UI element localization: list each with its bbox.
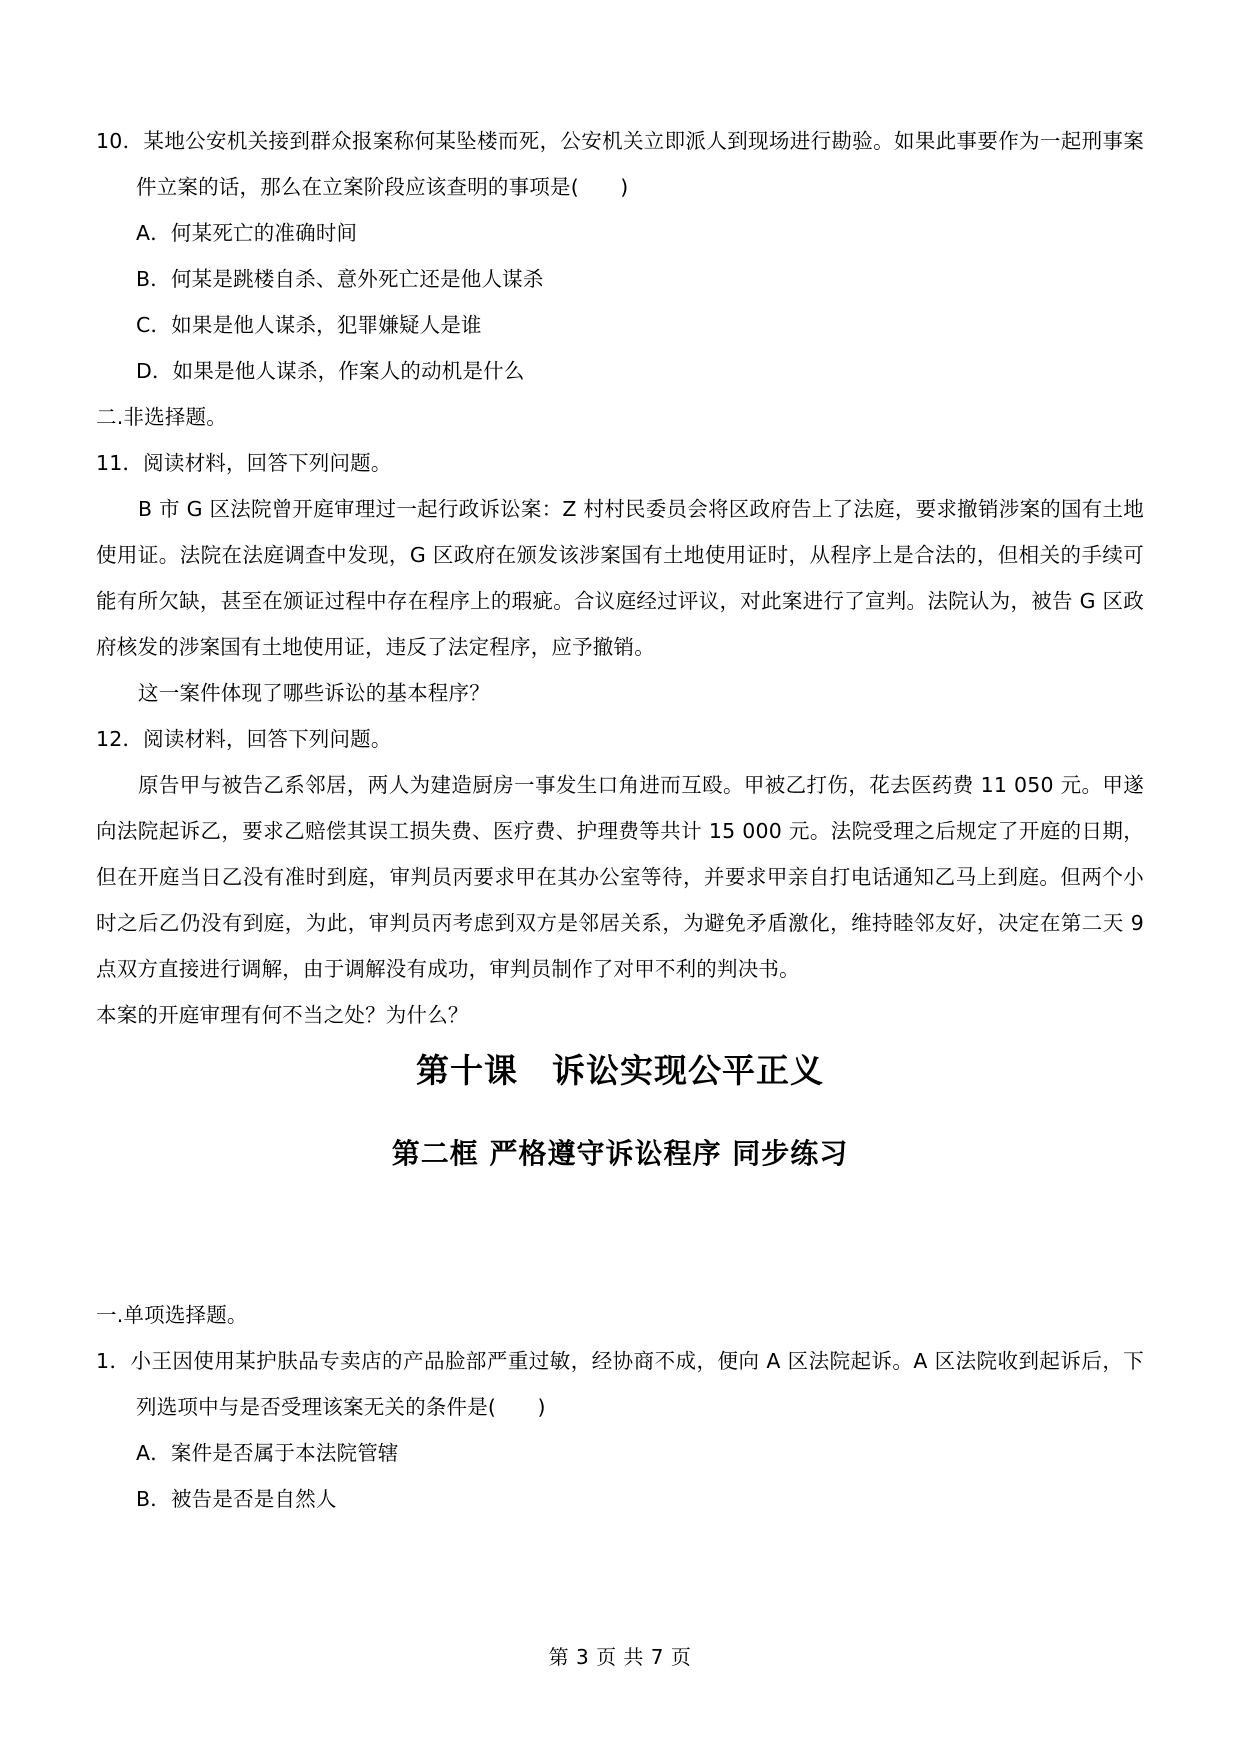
section-two-label: 二.非选择题。	[96, 405, 227, 429]
page-footer: 第 3 页 共 7 页	[548, 1645, 692, 1669]
question-12-material: 原告甲与被告乙系邻居，两人为建造厨房一事发生口角进而互殴。甲被乙打伤，花去医药费 11 050 元。甲遂向法院起诉乙，要求乙赔偿其误工损失费、医疗费、护理费等共计 15 000 元。法院受理之后规定了开庭的日期，但在开庭当日乙没有准时到庭，审判员丙要求甲在其办公室等待，并要求甲亲自打电话通知乙马上到庭。但两个小时之后乙仍没有到庭，为此，审判员丙考虑到双方是邻居关系，为避免矛盾激化，维持睦邻友好，决定在第二天 9 点双方直接进行调解，由于调解没有成功，审判员制作了对甲不利的判决书。	[96, 773, 1144, 981]
question-10-stem: 10．某地公安机关接到群众报案称何某坠楼而死，公安机关立即派人到现场进行勘验。如果此事要作为一起刑事案件立案的话，那么在立案阶段应该查明的事项是( )	[96, 129, 1144, 199]
question-10-option-c: C．如果是他人谋杀，犯罪嫌疑人是谁	[136, 313, 482, 337]
question-1	[96, 1338, 1144, 1522]
question-12-sub-question: 本案的开庭审理有何不当之处？为什么？	[96, 1003, 469, 1027]
question-11-material: B 市 G 区法院曾开庭审理过一起行政诉讼案：Z 村村民委员会将区政府告上了法庭，要求撤销涉案的国有土地使用证。法院在法庭调查中发现，G 区政府在颁发该涉案国有土地使用证时，从程序上是合法的，但相关的手续可能有所欠缺，甚至在颁证过程中存在程序上的瑕疵。合议庭经过评议，对此案进行了宣判。法院认为，被告 G 区政府核发的涉案国有土地使用证，违反了法定程序，应予撤销。	[96, 497, 1144, 659]
lesson-subtitle: 第二框 严格遵守诉讼程序 同步练习	[391, 1137, 849, 1170]
page-content	[96, 118, 1144, 1522]
question-1-option-a: A．案件是否属于本法院管辖	[136, 1441, 399, 1465]
spacer	[96, 1180, 1144, 1292]
question-1-stem: 1．小王因使用某护肤品专卖店的产品脸部严重过敏，经协商不成，便向 A 区法院起诉。A 区法院收到起诉后，下列选项中与是否受理该案无关的条件是( )	[96, 1349, 1144, 1419]
question-10-option-b: B．何某是跳楼自杀、意外死亡还是他人谋杀	[136, 267, 544, 291]
question-10-option-d: D．如果是他人谋杀，作案人的动机是什么	[136, 359, 525, 383]
question-11-sub-question: 这一案件体现了哪些诉讼的基本程序？	[138, 681, 490, 705]
question-10-option-a: A．何某死亡的准确时间	[136, 221, 358, 245]
question-1-option-b: B．被告是否是自然人	[136, 1487, 337, 1511]
lesson-title: 第十课 诉讼实现公平正义	[416, 1051, 824, 1090]
question-12-stem: 12．阅读材料，回答下列问题。	[96, 727, 392, 751]
question-12	[96, 716, 1144, 1038]
section-one-label: 一.单项选择题。	[96, 1303, 248, 1327]
question-11-stem: 11．阅读材料，回答下列问题。	[96, 451, 392, 475]
question-11	[96, 440, 1144, 716]
question-10	[96, 118, 1144, 394]
